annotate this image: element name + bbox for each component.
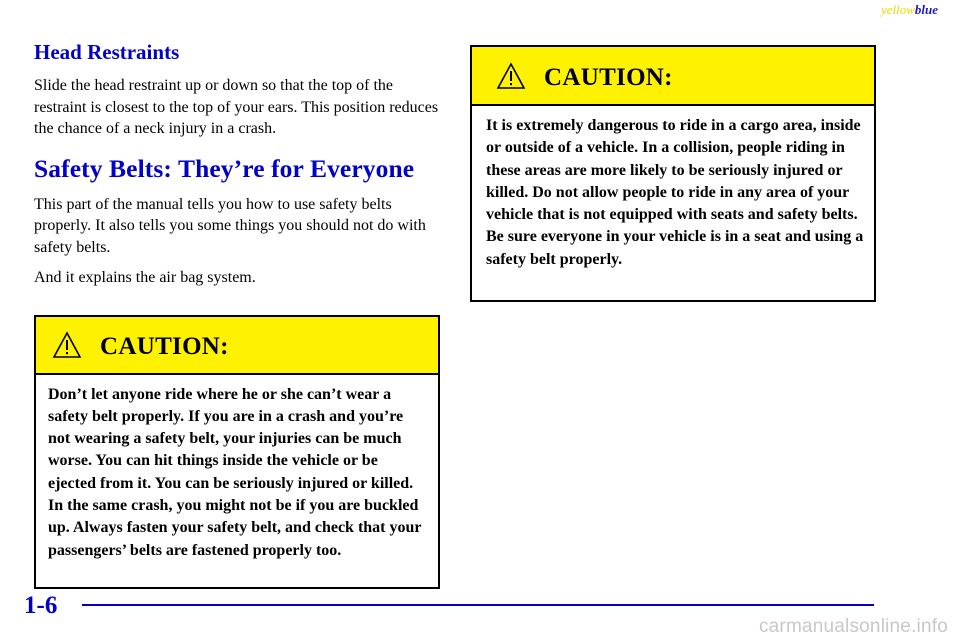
page-number: 1-6	[24, 592, 58, 619]
footer-rule	[82, 604, 874, 606]
warning-triangle-icon	[52, 331, 82, 359]
corner-tag-yellow: yellow	[880, 2, 915, 17]
safety-belts-title: Safety Belts: They’re for Everyone	[34, 153, 415, 183]
caution-header	[36, 317, 438, 375]
safety-belts-paragraph-1: This part of the manual tells you how to use safety belts properly. It also tells you some things you should not do with safety belts.	[34, 195, 426, 256]
caution-header	[472, 47, 874, 106]
caution-label: CAUTION:	[100, 332, 229, 360]
head-restraints-title: Head Restraints	[34, 40, 180, 64]
caution-label: CAUTION:	[544, 63, 673, 91]
right-column	[470, 45, 876, 302]
head-restraints-text: Slide the head restraint up or down so that the top of the restraint is closest to the top of your ears. This position reduces the chance of a neck injury in a crash.	[34, 77, 439, 137]
corner-tag-blue: blue	[914, 2, 938, 17]
left-column	[34, 40, 440, 589]
watermark: carmanualsonline.info	[758, 616, 948, 637]
caution-box-right	[470, 45, 876, 302]
color-proof-tag	[881, 2, 938, 18]
safety-belts-paragraph-2: And it explains the air bag system.	[34, 269, 256, 286]
warning-triangle-icon	[496, 62, 526, 90]
caution-text: Don’t let anyone ride where he or she can’t wear a safety belt properly. If you are in a crash and you’re not wearing a safety belt, your injuries can be much worse. You can hit things inside the vehicle or be ejected from it. You can be seriously injured or killed. In the same crash, you might not be if you are buckled up. Always fasten your safety belt, and check that your passengers’ belts are fastened properly too.	[48, 385, 422, 559]
caution-text: It is extremely dangerous to ride in a cargo area, inside or outside of a vehicle. In a collision, people riding in these areas are more likely to be seriously injured or killed. Do not allow people to ride in any area of your vehicle that is not equipped with seats and safety belts. Be sure everyone in your vehicle is in a seat and using a safety belt properly.	[486, 117, 864, 268]
caution-box-left	[34, 315, 440, 589]
